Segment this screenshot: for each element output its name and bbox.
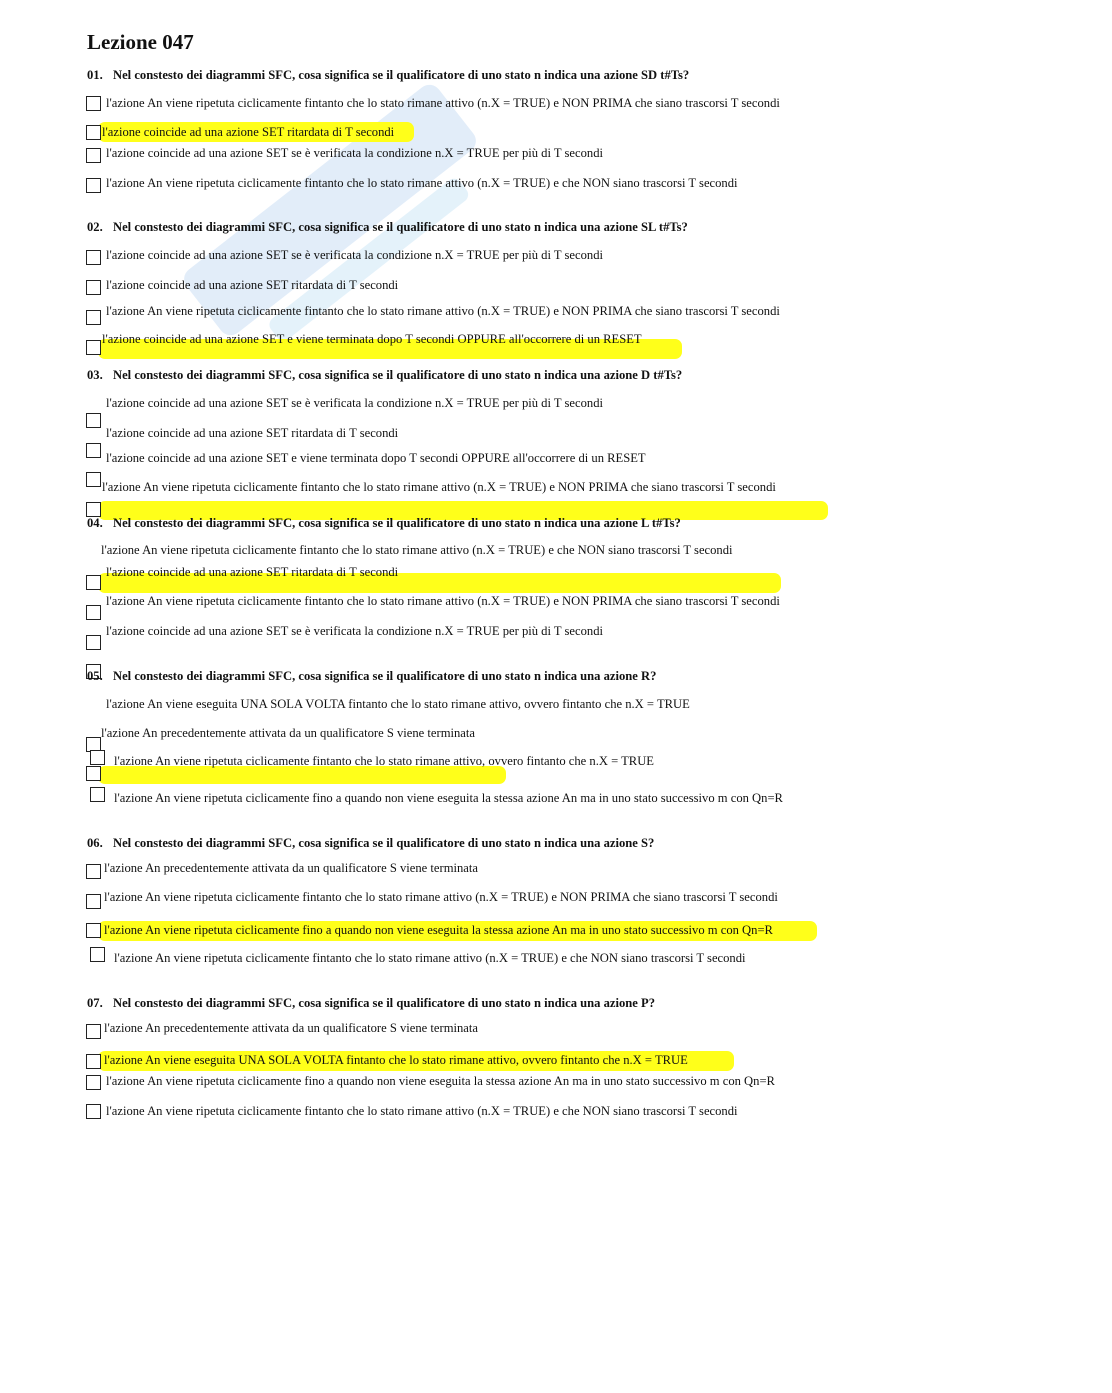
checkbox[interactable] (86, 605, 101, 620)
answer-option: l'azione An viene ripetuta ciclicamente fintanto che lo stato rimane attivo (n.X = TRUE) e NON PRIMA che siano trascorsi T secondi (106, 304, 780, 318)
question-number: 04. (87, 516, 103, 530)
answer-option: l'azione An viene ripetuta ciclicamente fintanto che lo stato rimane attivo, ovvero fintanto che n.X = TRUE (114, 754, 654, 768)
checkbox[interactable] (90, 947, 105, 962)
question-number: 05. (87, 669, 103, 683)
checkbox[interactable] (86, 575, 101, 590)
page-title: Lezione 047 (87, 30, 194, 54)
checkbox[interactable] (86, 502, 101, 517)
question-text: Nel constesto dei diagrammi SFC, cosa significa se il qualificatore di uno stato n indica una azione SD t#Ts? (113, 68, 690, 82)
question-text: Nel constesto dei diagrammi SFC, cosa significa se il qualificatore di uno stato n indica una azione S? (113, 836, 655, 850)
question-number: 07. (87, 996, 103, 1010)
answer-option: l'azione coincide ad una azione SET se è verificata la condizione n.X = TRUE per più di T secondi (106, 396, 603, 410)
answer-option: l'azione coincide ad una azione SET e viene terminata dopo T secondi OPPURE all'occorrere di un RESET (106, 451, 646, 465)
question-number: 02. (87, 220, 103, 234)
question-05 (87, 669, 656, 684)
question-number: 03. (87, 368, 103, 382)
checkbox[interactable] (86, 280, 101, 295)
answer-option: l'azione coincide ad una azione SET e viene terminata dopo T secondi OPPURE all'occorrere di un RESET (102, 332, 642, 346)
answer-option: l'azione coincide ad una azione SET ritardata di T secondi (106, 278, 399, 292)
question-text: Nel constesto dei diagrammi SFC, cosa significa se il qualificatore di uno stato n indica una azione D t#Ts? (113, 368, 683, 382)
checkbox[interactable] (86, 766, 101, 781)
checkbox[interactable] (86, 178, 101, 193)
answer-option: l'azione coincide ad una azione SET se è verificata la condizione n.X = TRUE per più di T secondi (106, 624, 603, 638)
answer-option: l'azione An viene ripetuta ciclicamente fino a quando non viene eseguita la stessa azione An ma in uno stato successivo m con Qn=R (104, 923, 773, 937)
checkbox[interactable] (86, 923, 101, 938)
checkbox[interactable] (86, 148, 101, 163)
question-04 (87, 516, 681, 531)
checkbox[interactable] (86, 635, 101, 650)
answer-option: l'azione An viene ripetuta ciclicamente fino a quando non viene eseguita la stessa azione An ma in uno stato successivo m con Qn=R (106, 1074, 775, 1088)
question-text: Nel constesto dei diagrammi SFC, cosa significa se il qualificatore di uno stato n indica una azione P? (113, 996, 656, 1010)
question-text: Nel constesto dei diagrammi SFC, cosa significa se il qualificatore di uno stato n indica una azione L t#Ts? (113, 516, 681, 530)
question-number: 06. (87, 836, 103, 850)
question-01 (87, 68, 689, 83)
checkbox[interactable] (86, 1024, 101, 1039)
checkbox[interactable] (86, 1054, 101, 1069)
question-text: Nel constesto dei diagrammi SFC, cosa significa se il qualificatore di uno stato n indica una azione SL t#Ts? (113, 220, 688, 234)
checkbox[interactable] (86, 472, 101, 487)
answer-option: l'azione An viene ripetuta ciclicamente fintanto che lo stato rimane attivo (n.X = TRUE) e NON PRIMA che siano trascorsi T secondi (104, 890, 778, 904)
answer-option: l'azione An viene ripetuta ciclicamente fintanto che lo stato rimane attivo (n.X = TRUE) e NON PRIMA che siano trascorsi T secondi (102, 480, 776, 494)
question-07 (87, 996, 655, 1011)
answer-option: l'azione coincide ad una azione SET se è verificata la condizione n.X = TRUE per più di T secondi (106, 248, 603, 262)
checkbox[interactable] (86, 1075, 101, 1090)
answer-option: l'azione An precedentemente attivata da un qualificatore S viene terminata (104, 861, 478, 875)
checkbox[interactable] (86, 443, 101, 458)
answer-option: l'azione An viene eseguita UNA SOLA VOLTA fintanto che lo stato rimane attivo, ovvero fintanto che n.X = TRUE (106, 697, 690, 711)
checkbox[interactable] (86, 310, 101, 325)
answer-option: l'azione An viene eseguita UNA SOLA VOLTA fintanto che lo stato rimane attivo, ovvero fintanto che n.X = TRUE (104, 1053, 688, 1067)
checkbox[interactable] (86, 125, 101, 140)
checkbox[interactable] (86, 340, 101, 355)
checkbox[interactable] (86, 864, 101, 879)
answer-option: l'azione coincide ad una azione SET se è verificata la condizione n.X = TRUE per più di T secondi (106, 146, 603, 160)
checkbox[interactable] (86, 894, 101, 909)
answer-option: l'azione An viene ripetuta ciclicamente fintanto che lo stato rimane attivo (n.X = TRUE) e NON PRIMA che siano trascorsi T secondi (106, 96, 780, 110)
checkbox[interactable] (86, 96, 101, 111)
answer-option: l'azione coincide ad una azione SET ritardata di T secondi (102, 125, 395, 139)
answer-option: l'azione coincide ad una azione SET ritardata di T secondi (106, 565, 399, 579)
question-06 (87, 836, 654, 851)
question-text: Nel constesto dei diagrammi SFC, cosa significa se il qualificatore di uno stato n indica una azione R? (113, 669, 657, 683)
answer-option: l'azione coincide ad una azione SET ritardata di T secondi (106, 426, 399, 440)
checkbox[interactable] (86, 250, 101, 265)
answer-option: l'azione An viene ripetuta ciclicamente fintanto che lo stato rimane attivo (n.X = TRUE) e che NON siano trascorsi T secondi (106, 176, 738, 190)
checkbox[interactable] (86, 1104, 101, 1119)
checkbox[interactable] (86, 413, 101, 428)
question-number: 01. (87, 68, 103, 82)
answer-option: l'azione An viene ripetuta ciclicamente fintanto che lo stato rimane attivo (n.X = TRUE) e che NON siano trascorsi T secondi (101, 543, 733, 557)
answer-option: l'azione An viene ripetuta ciclicamente fintanto che lo stato rimane attivo (n.X = TRUE) e che NON siano trascorsi T secondi (106, 1104, 738, 1118)
checkbox[interactable] (90, 750, 105, 765)
answer-option: l'azione An precedentemente attivata da un qualificatore S viene terminata (101, 726, 475, 740)
question-03 (87, 368, 682, 383)
checkbox[interactable] (90, 787, 105, 802)
answer-option: l'azione An viene ripetuta ciclicamente fino a quando non viene eseguita la stessa azione An ma in uno stato successivo m con Qn=R (114, 791, 783, 805)
answer-option: l'azione An precedentemente attivata da un qualificatore S viene terminata (104, 1021, 478, 1035)
answer-option: l'azione An viene ripetuta ciclicamente fintanto che lo stato rimane attivo (n.X = TRUE) e che NON siano trascorsi T secondi (114, 951, 746, 965)
question-02 (87, 220, 688, 235)
answer-option: l'azione An viene ripetuta ciclicamente fintanto che lo stato rimane attivo (n.X = TRUE) e NON PRIMA che siano trascorsi T secondi (106, 594, 780, 608)
